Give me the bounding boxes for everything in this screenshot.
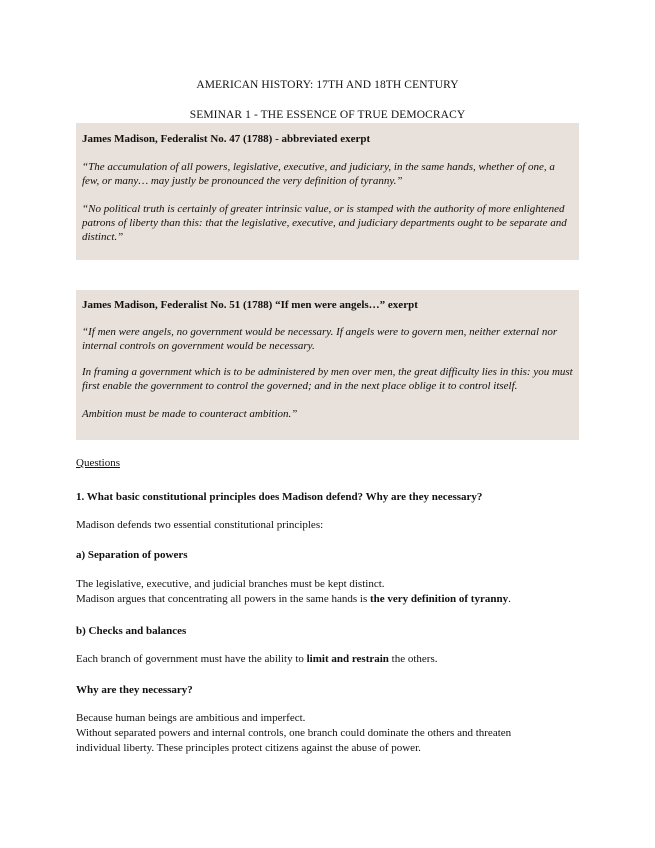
excerpt-quote: In framing a government which is to be administered by men over men, the great difficulty lies in this: you must first enable the government to control the governed; and in the next place oblige it to control itself. bbox=[82, 366, 573, 392]
emphasis-text: limit and restrain bbox=[306, 653, 389, 665]
principle-a-line bbox=[76, 592, 579, 607]
course-title: AMERICAN HISTORY: 17TH AND 18TH CENTURY bbox=[196, 79, 459, 91]
seminar-title: SEMINAR 1 - THE ESSENCE OF TRUE DEMOCRACY bbox=[189, 109, 466, 121]
why-line: Because human beings are ambitious and imperfect. bbox=[76, 712, 306, 724]
excerpt-quote: Ambition must be made to counteract ambition.” bbox=[82, 408, 298, 420]
text-run: . bbox=[508, 593, 511, 605]
excerpt-quote: “If men were angels, no government would be necessary. If angels were to govern men, neither external nor internal controls on government would be necessary. bbox=[82, 326, 558, 352]
principle-b-heading: b) Checks and balances bbox=[76, 625, 187, 637]
answer-intro: Madison defends two essential constitutional principles: bbox=[76, 519, 324, 531]
why-heading: Why are they necessary? bbox=[76, 684, 193, 696]
question-1: 1. What basic constitutional principles does Madison defend? Why are they necessary? bbox=[76, 491, 483, 503]
excerpt-box-federalist-51 bbox=[76, 290, 579, 440]
text-run: the others. bbox=[388, 653, 438, 665]
excerpt-title: James Madison, Federalist No. 47 (1788) - abbreviated exerpt bbox=[82, 133, 371, 145]
principle-b-line bbox=[76, 652, 579, 667]
text-run: Madison argues that concentrating all powers in the same hands is bbox=[76, 593, 370, 605]
why-line: Without separated powers and internal controls, one branch could dominate the others and threaten individual liberty. These principles protect citizens against the abuse of power. bbox=[76, 727, 512, 754]
text-run: Each branch of government must have the ability to bbox=[76, 653, 307, 665]
excerpt-quote: “The accumulation of all powers, legislative, executive, and judiciary, in the same hands, whether of one, a few, or many… may justly be pronounced the very definition of tyranny.” bbox=[82, 161, 555, 187]
questions-heading: Questions bbox=[76, 457, 120, 469]
excerpt-title: James Madison, Federalist No. 51 (1788) “If men were angels…” exerpt bbox=[82, 299, 418, 311]
excerpt-box-federalist-47 bbox=[76, 123, 579, 260]
principle-a-line: The legislative, executive, and judicial branches must be kept distinct. bbox=[76, 578, 385, 590]
principle-a-heading: a) Separation of powers bbox=[76, 549, 188, 561]
excerpt-quote: “No political truth is certainly of greater intrinsic value, or is stamped with the authority of more enlightened patrons of liberty than this: that the legislative, executive, and judiciary departments ought to be separate and distinct.” bbox=[82, 203, 567, 243]
emphasis-text: the very definition of tyranny bbox=[369, 593, 509, 605]
